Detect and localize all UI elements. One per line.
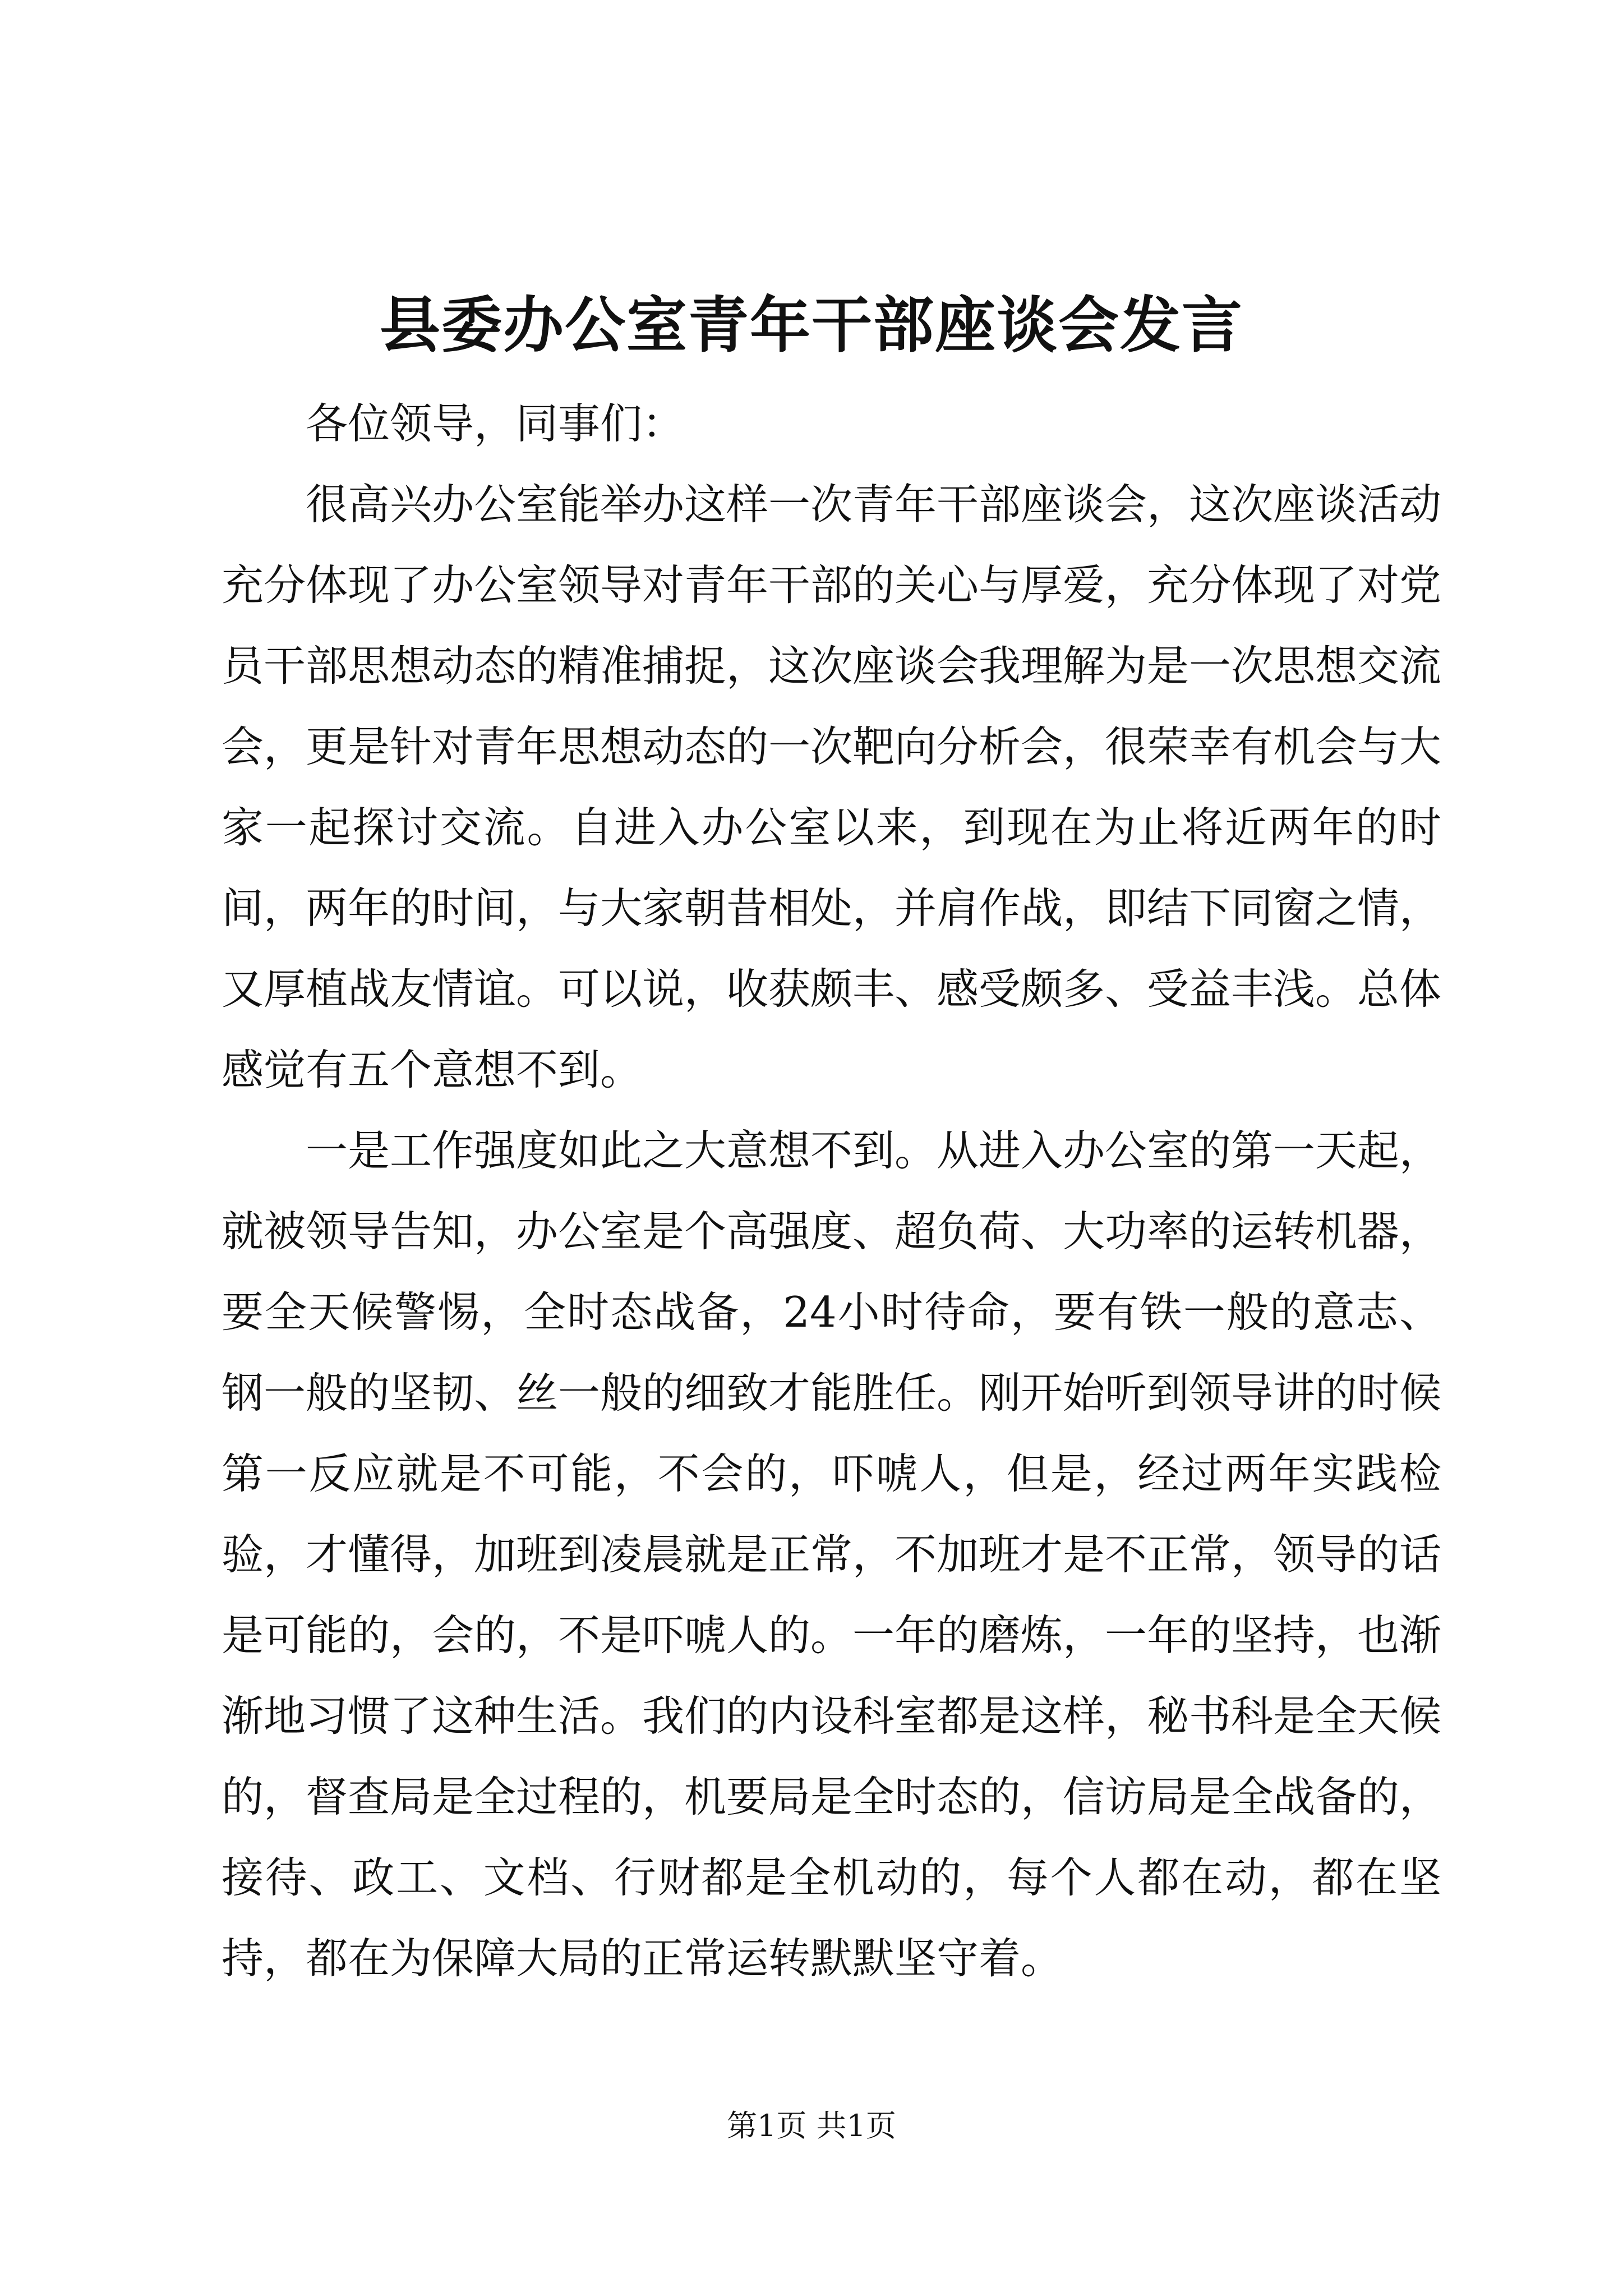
- document-title: 县委办公室青年干部座谈会发言: [379, 290, 1243, 361]
- page-number-footer: 第1页 共1页: [727, 2108, 896, 2143]
- paragraph-greeting: 各位领导，同事们：: [306, 399, 685, 448]
- paragraph-intro: 很高兴办公室能举办这样一次青年干部座谈会，这次座谈活动充分体现了办公室领导对青年干部的关心与厚爱，充分体现了对党员干部思想动态的精准捕捉，这次座谈会我理解为是一次思想交流会，更是针对青年思想动态的一次靶向分析会，很荣幸有机会与大家一起探讨交流。自进入办公室以来，到现在为止将近两年的时间，两年的时间，与大家朝昔相处，并肩作战，即结下同窗之情，又厚植战友情谊。可以说，收获颇丰、感受颇多、受益丰浅。总体感觉有五个意想不到。: [222, 480, 1442, 1094]
- paragraph-point-one: 一是工作强度如此之大意想不到。从进入办公室的第一天起，就被领导告知，办公室是个高强度、超负荷、大功率的运转机器，要全天候警惕，全时态战备，24小时待命，要有铁一般的意志、钢一般的坚韧、丝一般的细致才能胜任。刚开始听到领导讲的时候第一反应就是不可能，不会的，吓唬人，但是，经过两年实践检验，才懂得，加班到凌晨就是正常，不加班才是不正常，领导的话是可能的，会的，不是吓唬人的。一年的磨炼，一年的坚持，也渐渐地习惯了这种生活。我们的内设科室都是这样，秘书科是全天候的，督查局是全过程的，机要局是全时态的，信访局是全战备的，接待、政工、文档、行财都是全机动的，每个人都在动，都在坚持，都在为保障大局的正常运转默默坚守着。: [222, 1126, 1442, 1983]
- document-body: [222, 383, 1441, 1999]
